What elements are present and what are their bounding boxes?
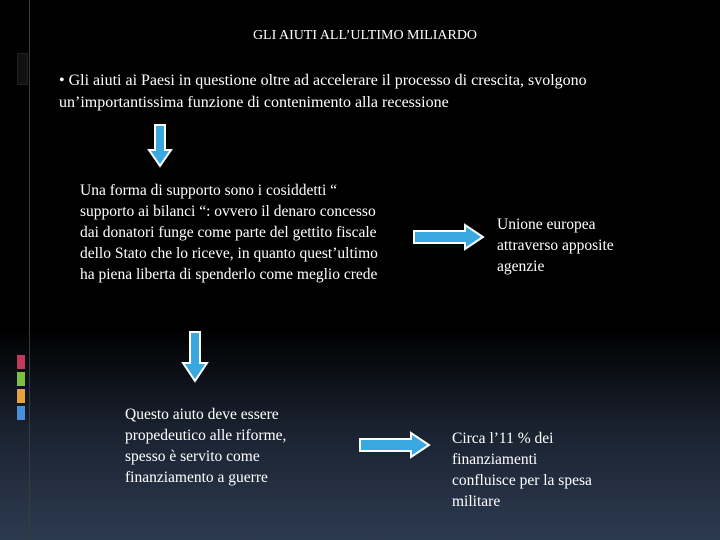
spesa-militare-text: Circa l’11 % dei finanziamenti confluisce per la spesa militare [452,430,592,510]
supporto-bilanci-text: Una forma di supporto sono i cosiddetti “ supporto ai bilanci “: ovvero il denaro concesso dai donatori funge come parte del gettito fiscale dello Stato che lo riceve, in quanto quest’ultimo ha piena liberta di spenderlo come meglio crede [80,182,378,283]
unione-europea-text: Unione europea attraverso apposite agenzie [497,216,614,275]
accent-strip-2 [17,372,25,386]
propedeutico-text: Questo aiuto deve essere propedeutico alle riforme, spesso è servito come finanziamento a guerre [125,406,287,486]
slide-title: GLI AIUTI ALL’ULTIMO MILIARDO [252,28,478,43]
accent-strip-3 [17,389,25,403]
intro-bullet: • Gli aiuti ai Paesi in questione oltre ad accelerare il processo di crescita, svolgono un’importantissima funzione di contenimento alla recessione [59,72,587,111]
right-arrow-icon [413,223,485,251]
down-arrow-icon [181,331,209,383]
down-arrow-icon [147,124,173,168]
right-arrow-icon [359,431,431,459]
accent-strip-4 [17,406,25,420]
accent-marker [17,53,28,85]
left-divider [29,0,30,540]
accent-strip-1 [17,355,25,369]
